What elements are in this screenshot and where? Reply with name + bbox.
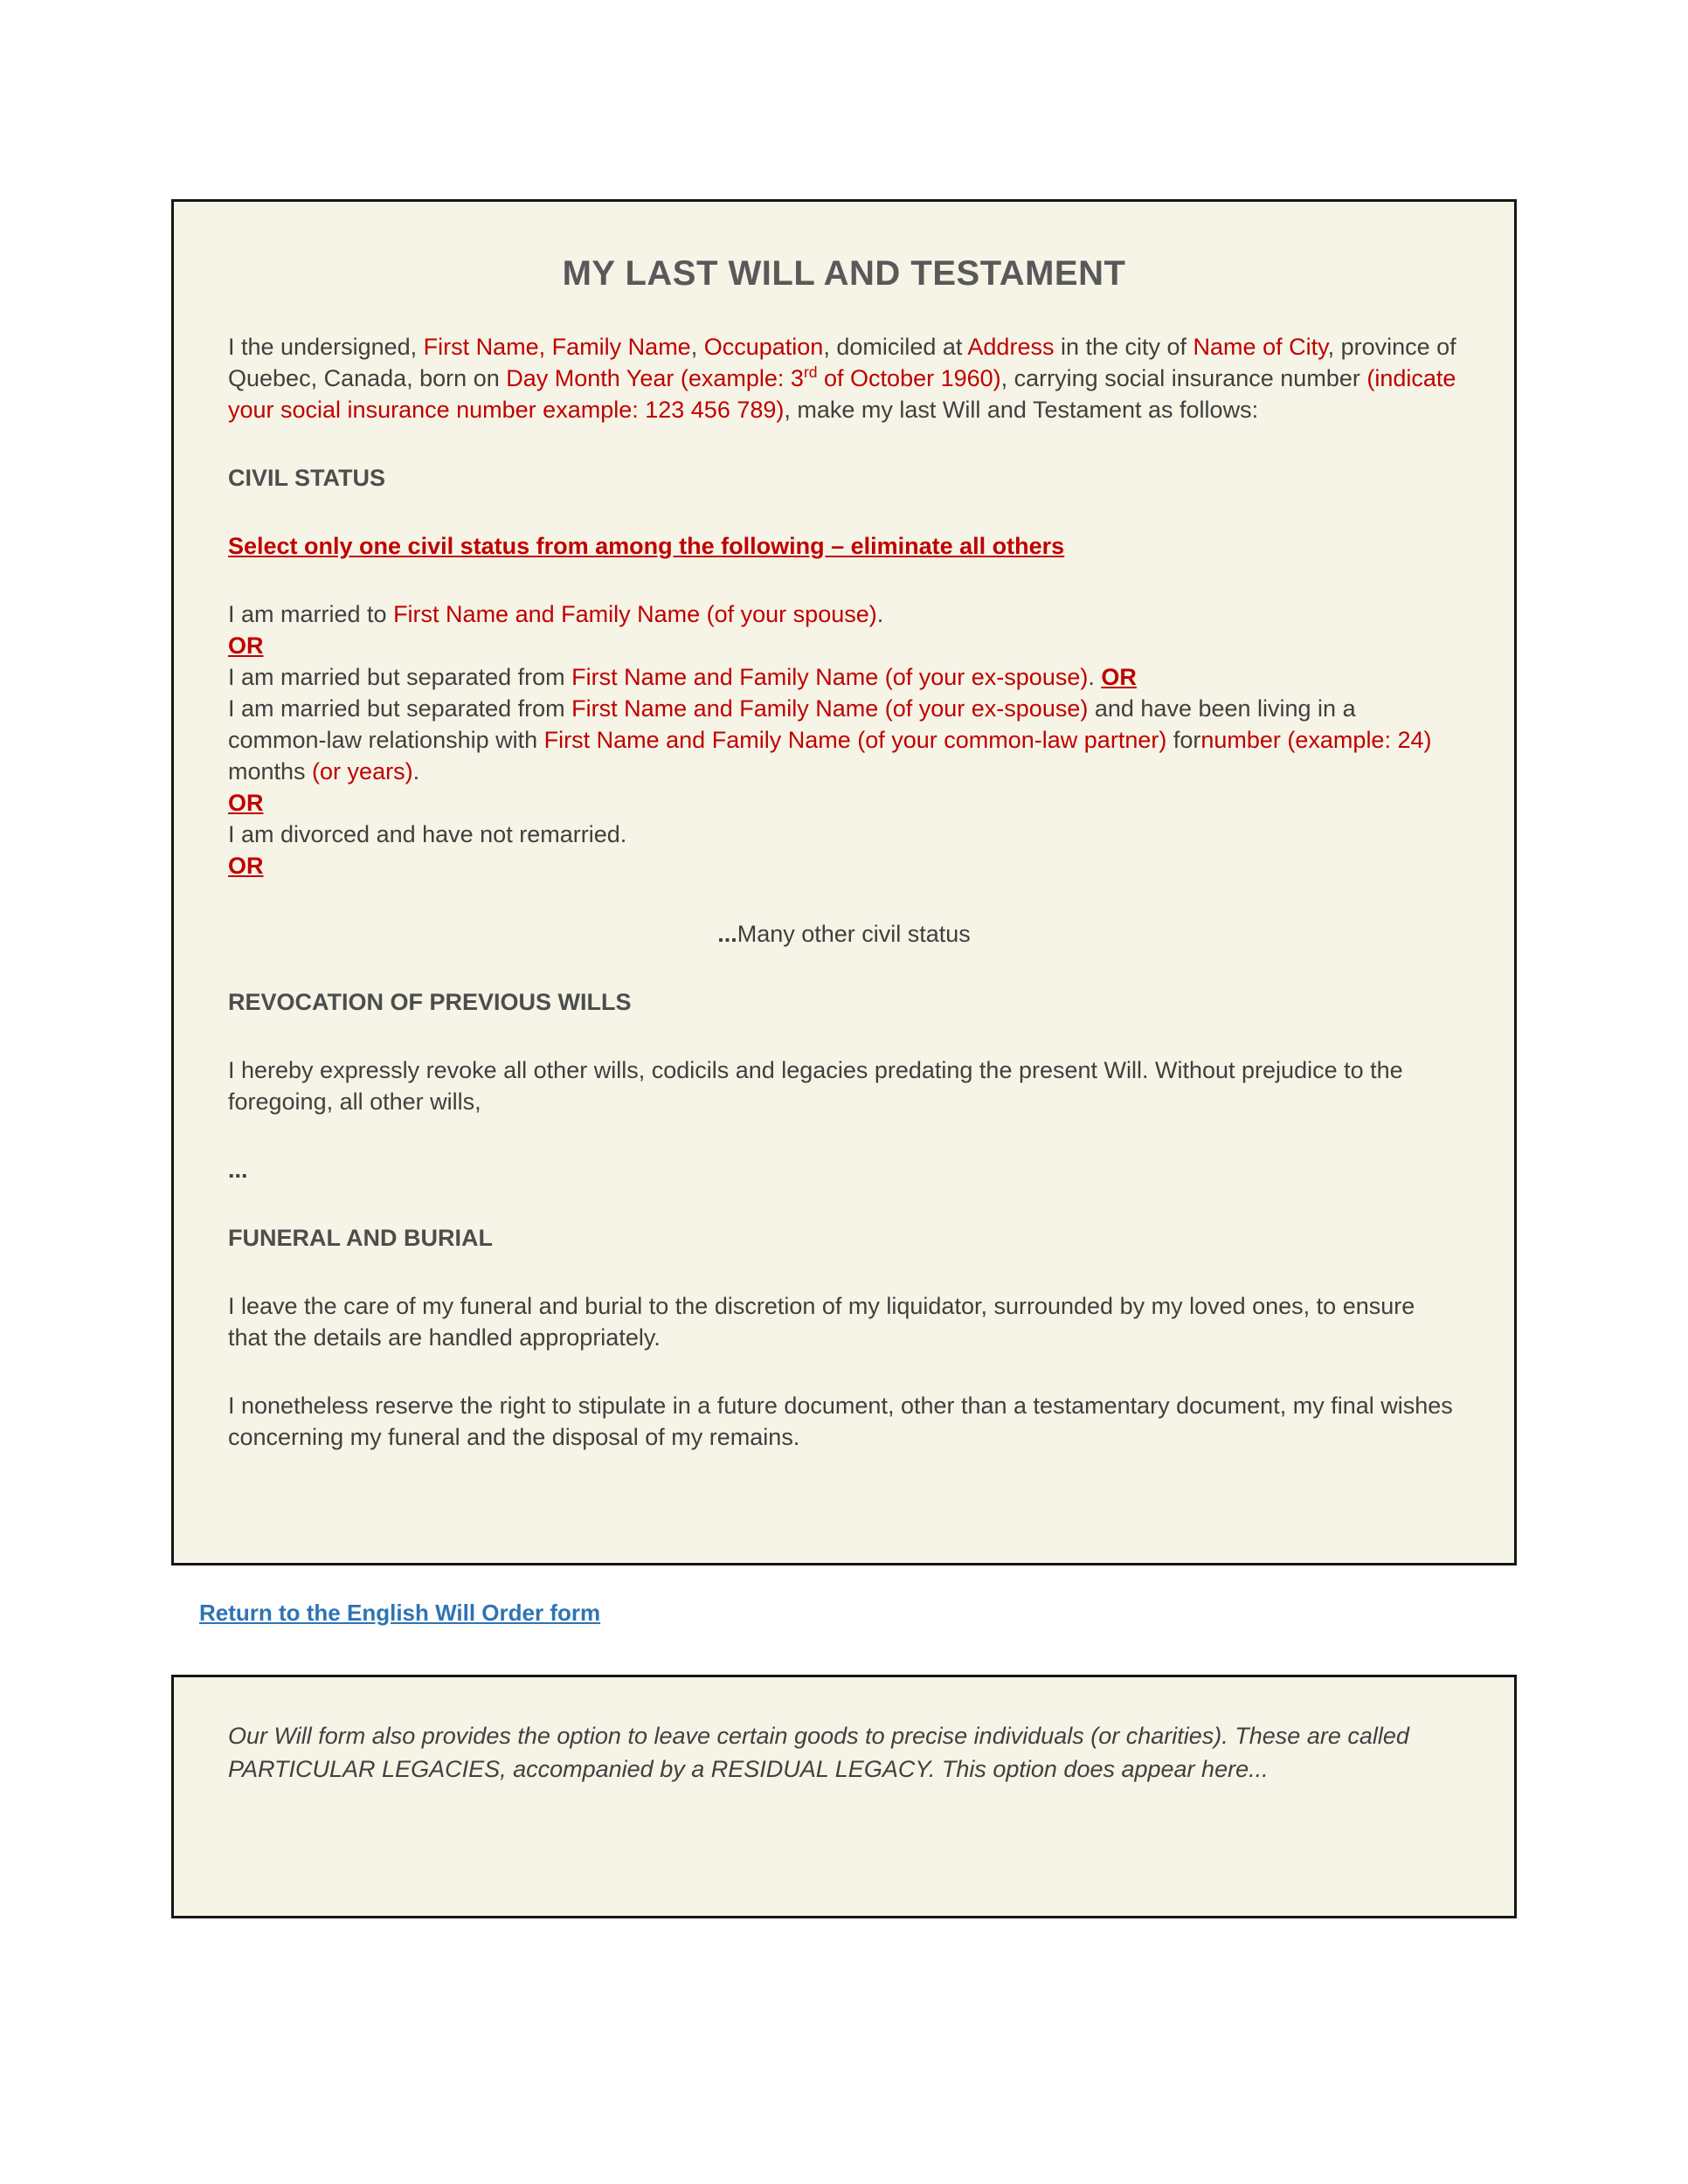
note-box bbox=[171, 1675, 1517, 1918]
text-segment: , domiciled at bbox=[823, 334, 968, 360]
other-status-note bbox=[228, 918, 1460, 950]
text-segment: I am divorced and have not remarried. bbox=[228, 821, 627, 847]
text-segment: of October 1960) bbox=[817, 365, 1001, 391]
text-segment: Address bbox=[967, 334, 1055, 360]
text-segment: months bbox=[228, 758, 313, 784]
text-segment: First Name and Family Name (of your common-law partner) bbox=[543, 727, 1167, 753]
text-segment: Name of City bbox=[1193, 334, 1328, 360]
text-segment: , bbox=[690, 334, 704, 360]
text-segment: in the city of bbox=[1054, 334, 1193, 360]
revocation-paragraph: I hereby expressly revoke all other wills, codicils and legacies predating the present Will. Without prejudice to the foregoing, all other wills, bbox=[228, 1057, 1403, 1115]
civil-status-option-separated bbox=[228, 661, 1460, 693]
or-separator bbox=[228, 787, 1460, 819]
text-segment: , make my last Will and Testament as follows: bbox=[784, 397, 1259, 423]
text-segment: First Name and Family Name (of your spouse) bbox=[393, 601, 877, 627]
or-separator bbox=[228, 630, 1460, 661]
text-segment: OR bbox=[228, 790, 264, 816]
text-segment: I am married but separated from bbox=[228, 664, 572, 690]
text-segment: I am married but separated from bbox=[228, 695, 572, 722]
civil-status-option-divorced bbox=[228, 819, 1460, 850]
text-segment: (indicate your social insurance number example: 123 456 789) bbox=[228, 365, 1456, 423]
civil-status-option-common-law bbox=[228, 693, 1460, 787]
text-segment: First Name and Family Name (of your ex-spouse) bbox=[571, 695, 1089, 722]
text-segment: and have been living in a common-law relationship with bbox=[228, 695, 1356, 753]
text-segment: Occupation bbox=[703, 334, 824, 360]
note-text: Our Will form also provides the option to leave certain goods to precise individuals (or charities). These are called PARTICULAR LEGACIES, accompanied by a RESIDUAL LEGACY. This option does appear here... bbox=[228, 1723, 1409, 1782]
text-segment: . bbox=[876, 601, 884, 627]
return-link[interactable]: Return to the English Will Order form bbox=[199, 1600, 601, 1626]
text-segment: First Name and Family Name (of your ex-spouse) bbox=[571, 664, 1089, 690]
text-segment: . bbox=[412, 758, 420, 784]
text-segment: I am married to bbox=[228, 601, 394, 627]
civil-status-option-married bbox=[228, 598, 1460, 630]
text-segment: OR bbox=[1101, 664, 1137, 690]
will-document-box bbox=[171, 199, 1517, 1565]
civil-status-options bbox=[228, 598, 1460, 881]
civil-status-heading: CIVIL STATUS bbox=[228, 465, 386, 491]
text-segment: (or years) bbox=[312, 758, 413, 784]
text-segment: , province of Quebec, Canada, born on bbox=[228, 334, 1456, 391]
intro-paragraph bbox=[228, 331, 1460, 425]
funeral-paragraph-2: I nonetheless reserve the right to stipulate in a future document, other than a testamentary document, my final wishes concerning my funeral and the disposal of my remains. bbox=[228, 1393, 1453, 1450]
text-segment: ... bbox=[717, 921, 737, 947]
text-segment: number (example: 24) bbox=[1200, 727, 1432, 753]
text-segment: Select only one civil status from among the following – eliminate all others bbox=[228, 533, 1065, 559]
funeral-heading: FUNERAL AND BURIAL bbox=[228, 1225, 493, 1251]
funeral-paragraph-1: I leave the care of my funeral and burial to the discretion of my liquidator, surrounded by my loved ones, to ensure that the details are handled appropriately. bbox=[228, 1293, 1415, 1351]
text-segment: OR bbox=[228, 632, 264, 659]
text-segment: . bbox=[1088, 664, 1102, 690]
text-segment: , carrying social insurance number bbox=[1000, 365, 1367, 391]
revocation-heading: REVOCATION OF PREVIOUS WILLS bbox=[228, 989, 632, 1015]
text-segment: OR bbox=[228, 853, 264, 879]
will-title: MY LAST WILL AND TESTAMENT bbox=[562, 254, 1126, 293]
text-segment: for bbox=[1166, 727, 1201, 753]
text-segment: I the undersigned, bbox=[228, 334, 424, 360]
text-segment: Day Month Year (example: 3 bbox=[506, 365, 804, 391]
civil-status-instruction bbox=[228, 530, 1460, 562]
or-separator bbox=[228, 850, 1460, 881]
text-segment: Many other civil status bbox=[737, 921, 971, 947]
ellipsis-placeholder: ... bbox=[228, 1157, 248, 1183]
text-segment: rd bbox=[803, 363, 818, 381]
text-segment: First Name, Family Name bbox=[423, 334, 691, 360]
